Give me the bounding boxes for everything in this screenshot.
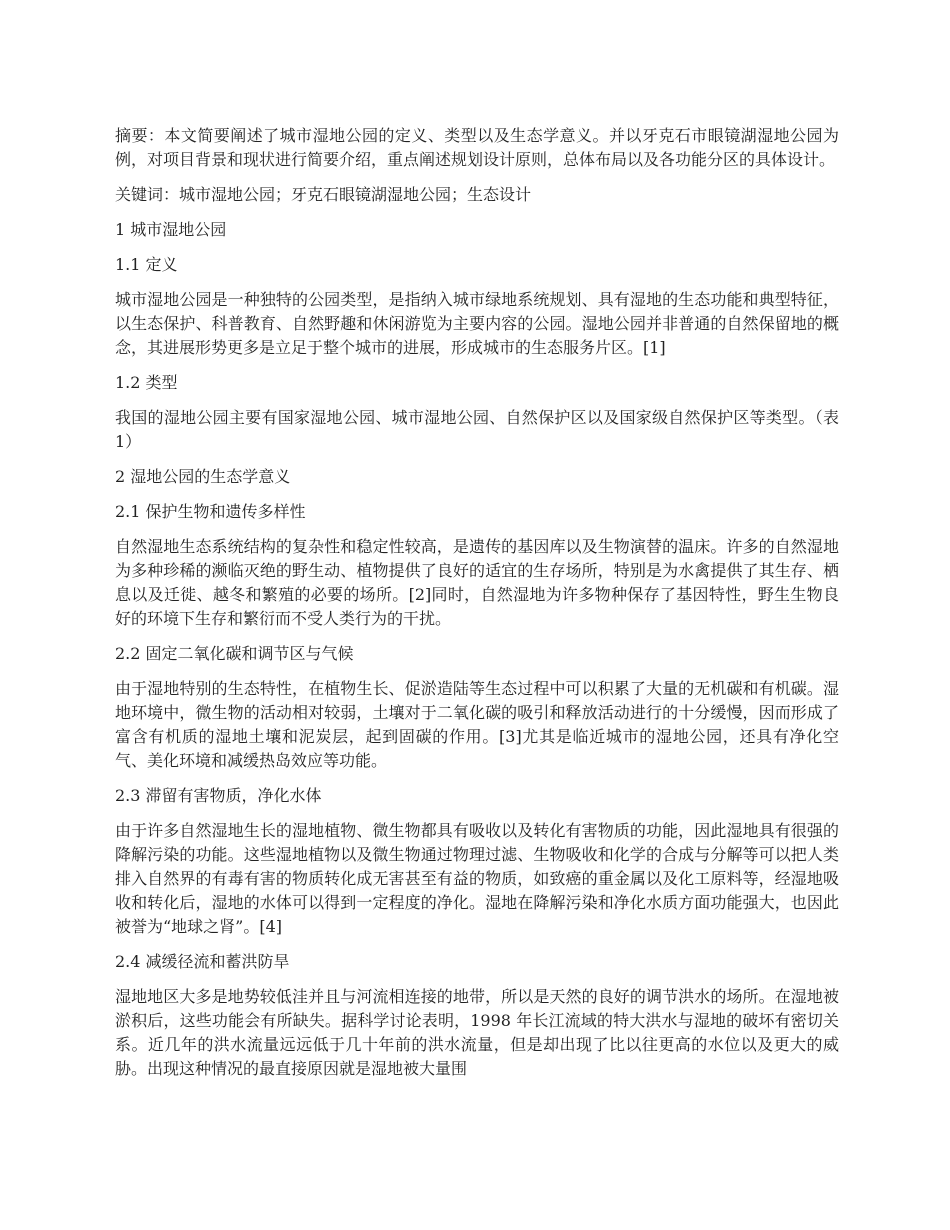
abstract-paragraph: 摘要：本文简要阐述了城市湿地公园的定义、类型以及生态学意义。并以牙克石市眼镜湖湿地公园为例，对项目背景和现状进行简要介绍，重点阐述规划设计原则，总体布局以及各功能分区的具体设计。 xyxy=(115,126,839,169)
section-1-1-heading: 1.1 定义 xyxy=(115,255,178,274)
section-2-1-body: 自然湿地生态系统结构的复杂性和稳定性较高，是遗传的基因库以及生物演替的温床。许多的自然湿地为多种珍稀的濒临灭绝的野生动、植物提供了良好的适宜的生存场所，特别是为水禽提供了其生存、栖息以及迁徙、越冬和繁殖的必要的场所。[2]同时，自然湿地为许多物种保存了基因特性，野生生物良好的环境下生存和繁衍而不受人类行为的干扰。 xyxy=(115,537,839,628)
section-2-3-heading: 2.3 滞留有害物质，净化水体 xyxy=(115,786,322,805)
section-1-2-heading: 1.2 类型 xyxy=(115,373,178,392)
section-2-heading: 2 湿地公园的生态学意义 xyxy=(115,467,291,486)
keywords-paragraph: 关键词：城市湿地公园；牙克石眼镜湖湿地公园；生态设计 xyxy=(115,185,532,204)
document-page xyxy=(115,124,839,1092)
section-1-1-body: 城市湿地公园是一种独特的公园类型，是指纳入城市绿地系统规划、具有湿地的生态功能和典型特征，以生态保护、科普教育、自然野趣和休闲游览为主要内容的公园。湿地公园并非普通的自然保留地的概念，其进展形势更多是立足于整个城市的进展，形成城市的生态服务片区。[1] xyxy=(115,290,839,357)
section-2-2-body: 由于湿地特别的生态特性，在植物生长、促淤造陆等生态过程中可以积累了大量的无机碳和有机碳。湿地环境中，微生物的活动相对较弱，土壤对于二氧化碳的吸引和释放活动进行的十分缓慢，因而形成了富含有机质的湿地土壤和泥炭层，起到固碳的作用。[3]尤其是临近城市的湿地公园，还具有净化空气、美化环境和减缓热岛效应等功能。 xyxy=(115,679,839,770)
section-1-2-body: 我国的湿地公园主要有国家湿地公园、城市湿地公园、自然保护区以及国家级自然保护区等类型。（表 1） xyxy=(115,408,839,451)
section-1-heading: 1 城市湿地公园 xyxy=(115,220,227,239)
section-2-4-body: 湿地地区大多是地势较低洼并且与河流相连接的地带，所以是天然的良好的调节洪水的场所。在湿地被淤积后，这些功能会有所缺失。据科学讨论表明，1998 年长江流域的特大洪水与湿地的破坏有密切关系。近几年的洪水流量远远低于几十年前的洪水流量，但是却出现了比以往更高的水位以及更大的威胁。出现这种情况的最直接原因就是湿地被大量围 xyxy=(115,987,839,1078)
section-2-2-heading: 2.2 固定二氧化碳和调节区与气候 xyxy=(115,644,354,663)
section-2-3-body: 由于许多自然湿地生长的湿地植物、微生物都具有吸收以及转化有害物质的功能，因此湿地具有很强的降解污染的功能。这些湿地植物以及微生物通过物理过滤、生物吸收和化学的合成与分解等可以把人类排入自然界的有毒有害的物质转化成无害甚至有益的物质，如致癌的重金属以及化工原料等，经湿地吸收和转化后，湿地的水体可以得到一定程度的净化。湿地在降解污染和净化水质方面功能强大，也因此被誉为“地球之肾”。[4] xyxy=(115,821,839,936)
section-2-4-heading: 2.4 减缓径流和蓄洪防旱 xyxy=(115,952,290,971)
section-2-1-heading: 2.1 保护生物和遗传多样性 xyxy=(115,502,306,521)
